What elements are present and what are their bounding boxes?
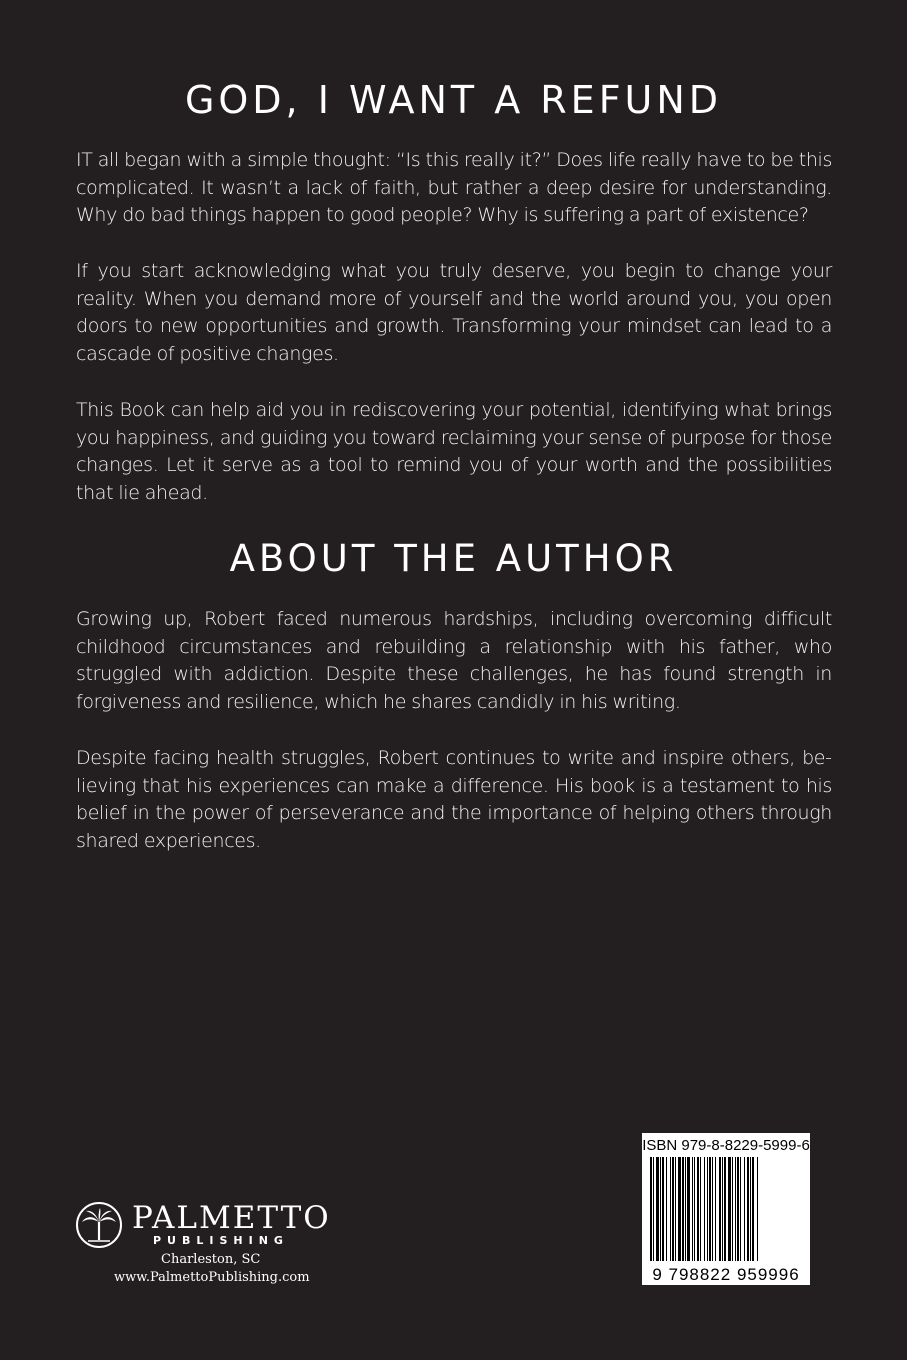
palm-tree-icon [74, 1200, 124, 1250]
isbn-number: ISBN 979-8-8229-5999-6 [642, 1137, 810, 1154]
about-paragraph-2: Despite facing health struggles, Robert continues to write and inspire others, believing that his experiences can make a difference. His book is a testament to his belief in the power of perseverance and the importance of helping others through shared experiences. [76, 747, 832, 853]
blurb-paragraph-3: This Book can help aid you in rediscovering your potential, identifying what brings you happiness, and guiding you toward reclaiming your sense of purpose for those changes. Let it serve as a tool to remind you of your worth and the possibilities that lie ahead. [76, 399, 832, 505]
about-author-heading: ABOUT THE AUTHOR [229, 537, 678, 580]
blurb-paragraph-2: If you start acknowledging what you truly deserve, you begin to change your reality. When you demand more of yourself and the world around you, you open doors to new opportunities and growth. Transforming your mindset can lead to a cascade of positive changes. [76, 260, 832, 366]
publisher-subtitle: PUBLISHING [153, 1234, 289, 1247]
isbn-barcode [642, 1133, 810, 1285]
book-title: GOD, I WANT A REFUND [184, 78, 723, 122]
blurb-paragraph-1: IT all began with a simple thought: “Is this really it?” Does life really have to be this complicated. It wasn’t a lack of faith, but rather a deep desire for understanding. Why do bad things happen to good people? Why is suffering a part of existence? [76, 149, 832, 227]
about-paragraph-1: Growing up, Robert faced numerous hardships, including overcoming difficult childhood circumstances and rebuilding a relationship with his father, who struggled with addiction. Despite these challenges, he has found strength in forgiveness and resilience, which he shares candidly in his writing. [76, 608, 832, 714]
publisher-logo-block [74, 1200, 364, 1290]
barcode-bars [648, 1157, 806, 1269]
publisher-name: PALMETTO [132, 1200, 331, 1236]
barcode-digits: 9 798822 959996 [652, 1265, 800, 1284]
publisher-url: www.PalmettoPublishing.com [114, 1270, 310, 1285]
publisher-city: Charleston, SC [161, 1252, 261, 1267]
